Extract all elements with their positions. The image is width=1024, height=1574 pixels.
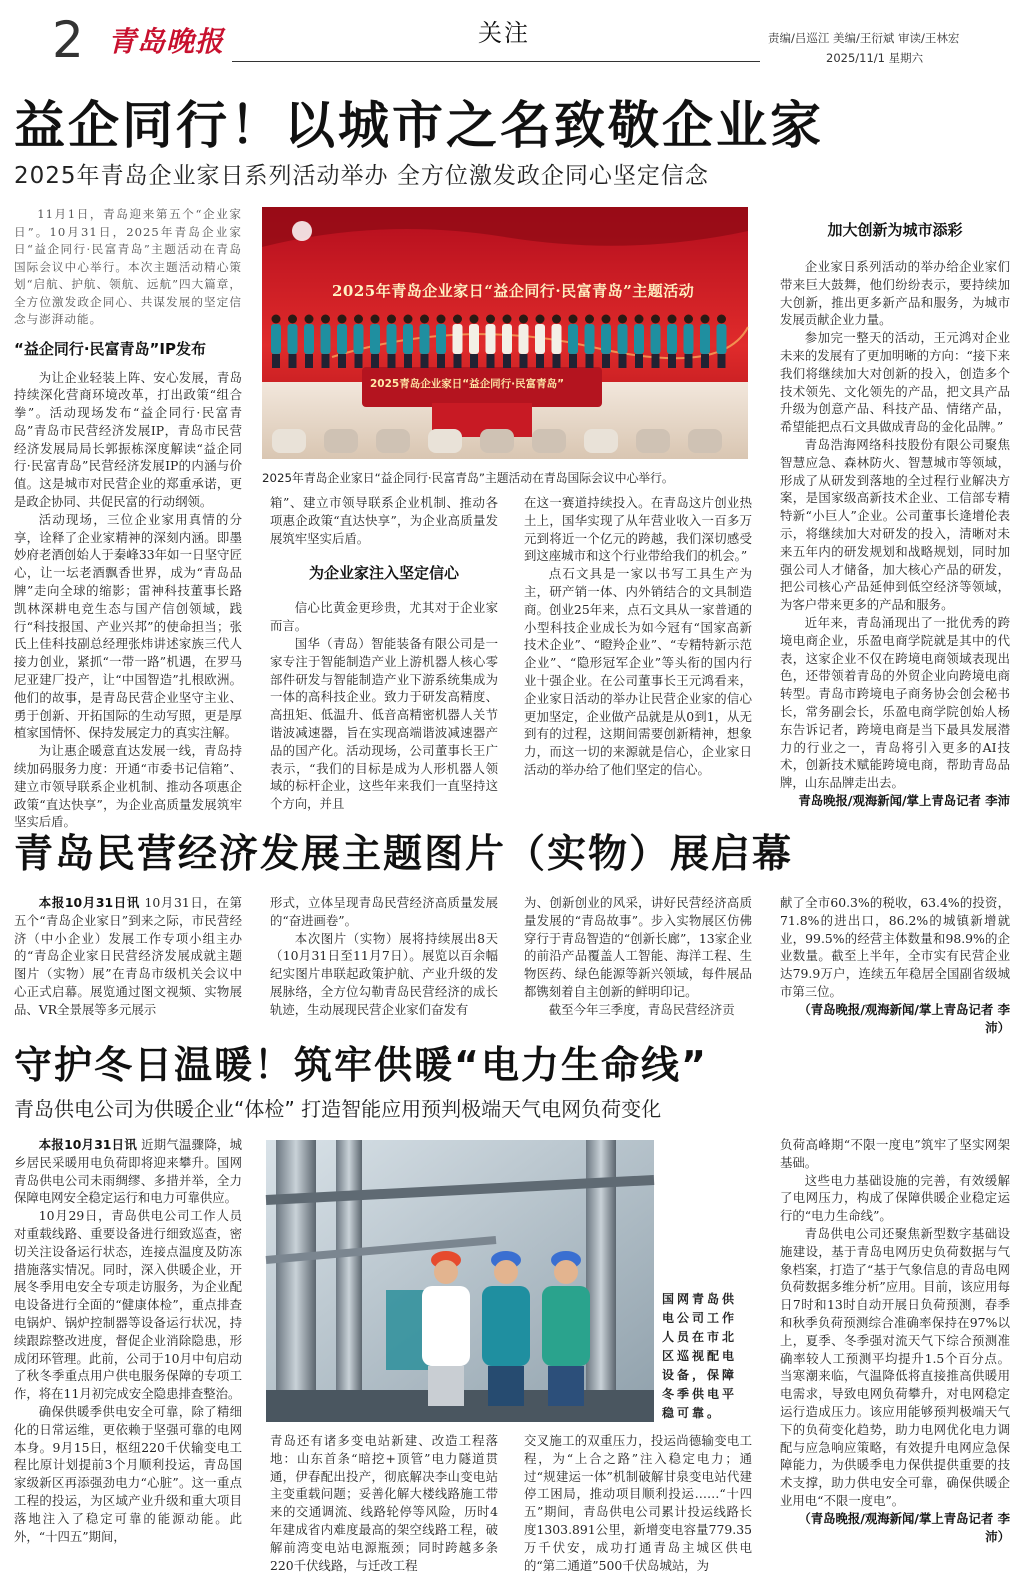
article1-paragraph: 参加完一整天的活动，王元鸿对企业未来的发展有了更加明晰的方向：“接下来我们将继续加大对创新的投入，创造多个技术领先、文化领先的产品，把文具产品升级为创意产品、科技产品、情绪产品，希望能把点石文具做成青岛的金化品牌。”	[780, 330, 1010, 435]
page-number: 2	[52, 11, 84, 69]
audience-chair	[480, 429, 514, 453]
power-photo	[266, 1140, 654, 1422]
power-photo-caption: 国网青岛供电公司工作人员在市北区巡视配电设备，保障冬季供电平稳可靠。	[662, 1292, 738, 1420]
audience-chair	[324, 429, 358, 453]
article2-column-2	[270, 894, 498, 1020]
article1-paragraph: 活动现场，三位企业家用真情的分享，诠释了企业家精神的深刻内涵。即墨妙府老酒创始人于秦峰33年如一日坚守匠心，让一坛老酒飘香世界，成为“青岛品牌”走向全球的缩影；雷神科技董事长路凯林深耕电竞生态与国产信创领域，践行“科技报国、产业兴邦”的使命担当；张氏上佳科技副总经理张炜讲述家族三代人接力创业，紧抓“一带一路”机遇，在罗马尼亚建厂投产，让“中国智造”扎根欧洲。他们的故事，是青岛民营企业坚守主业、勇于创新、开拓国际的生动写照，更是厚植家国情怀、保持发展定力的真实注解。	[14, 511, 242, 741]
article1-subhead-3: 加大创新为城市添彩	[827, 221, 963, 239]
credits: 责编/吕巡江 美编/王衍斌 审读/王林宏	[768, 31, 960, 45]
article2-column-1	[14, 894, 242, 1020]
masthead	[0, 0, 1024, 72]
article2-column-4	[780, 894, 1010, 1035]
article3-headline: 守护冬日温暖！筑牢供暖“电力生命线”	[14, 1043, 708, 1087]
article2-text: 献了全市60.3%的税收，63.4%的投资，71.8%的进出口，86.2%的城镇新增就业，99.5%的经营主体数量和98.9%的企业数量。截至上半年，全市实有民营企业达79.9万户，连续五年稳居全国副省级城市第三位。	[780, 895, 1010, 999]
article1-paragraph: 在这一赛道持续投入。在青岛这片创业热土上，国华实现了从年营业收入一百多万元到将近一个亿元的跨越，我们深切感受到这座城市和这个行业带给我们的机会。”	[524, 495, 752, 564]
article1-deck: 2025年青岛企业家日系列活动举办 全方位激发政企同心坚定信念	[14, 163, 709, 189]
article1-paragraph: 信心比黄金更珍贵，尤其对于企业家而言。	[270, 600, 498, 634]
article1-paragraph: 为让惠企暖意直达发展一线，青岛持续加码服务力度：开通“市委书记信箱”、建立市领导联系企业机制、推动各项惠企政策“直达快享”，为企业高质量发展筑牢坚实后盾。	[14, 743, 242, 830]
article3-dateline: 本报10月31日讯	[38, 1137, 137, 1152]
article1-subhead-2: 为企业家注入坚定信心	[308, 564, 459, 583]
article3-text: 青岛供电公司还聚焦新型数字基础设施建设，基于青岛电网历史负荷数据与气象档案，打造了“基于气象信息的青岛电网负荷数据多维分析”应用。目前，该应用每日7时和13时自动开展日负荷预测，春季和秋季负荷预测综合准确率保持在97%以上，夏季、冬季强对流天气下综合预测准确率较人工预测平均提升1.5个百分点。当寒潮来临，气温降低将直接推高供暖用电需求，导致电网负荷攀升，对电网稳定运行造成压力。该应用能够预判极端天气下的负荷变化趋势，助力电网优化电力调配与应急响应策略，有效提升电网应急保障能力，为供暖季电力保供提供重要的技术支撑，助力供电安全可靠，确保供暖企业用电“不限一度电”。	[780, 1225, 1010, 1508]
audience-chair	[584, 429, 618, 453]
article2-headline: 青岛民营经济发展主题图片（实物）展启幕	[14, 832, 794, 877]
article1-paragraph: 箱”、建立市领导联系企业机制、推动各项惠企政策“直达快享”，为企业高质量发展筑牢坚实后盾。	[270, 495, 498, 546]
article2-dateline: 本报10月31日讯	[38, 895, 140, 910]
paper-name: 青岛晚报	[108, 25, 225, 58]
article3-text: 确保供暖季供电安全可靠，除了精细化的日常运维，更依赖于坚强可靠的电网本身。9月15日，枢纽220千伏输变电工程比原计划提前3个月顺利投运，青岛国家级新区再添强劲电力“心脏”。这一重点工程的投运，为区域产业升级和重大项目落地注入了稳定可靠的能源动能。此外，“十四五”期间，	[14, 1403, 242, 1544]
article3-text: 近期气温骤降，城乡居民采暖用电负荷即将迎来攀升。国网青岛供电公司未雨绸缪、多措并举，全力保障电网安全稳定运行和电力可靠供应。	[14, 1137, 242, 1206]
article1-subhead-1: “益企同行·民富青岛”IP发布	[14, 339, 206, 358]
article3-byline: （青岛晚报/观海新闻/掌上青岛记者 李沛）	[798, 1510, 1010, 1544]
article3-column-1	[14, 1136, 242, 1572]
audience-chair	[688, 429, 722, 453]
article1-paragraph: 青岛浩海网络科技股份有限公司聚焦智慧应急、森林防火、智慧城市等领域，形成了从研发到落地的全过程行业解决方案，是国家级高新技术企业、工信部专精特新“小巨人”企业。公司董事长逄增伦表示，将继续加大对研发的投入，清晰对未来五年内的研发规划和战略规划，同时加强公司人才储备，加大核心产品的研发，把公司核心产品延伸到低空经济等领域，为客户带来更多的产品和服务。	[780, 436, 1010, 613]
article1-paragraph: 点石文具是一家以书写工具生产为主，研产销一体、内外销结合的文具制造商。创业25年来，点石文具从一家普通的小型科技企业成长为如今冠有“国家高新技术企业”、“瞪羚企业”、“专精特新示范企业”、“隐形冠军企业”等头衔的国内行业十强企业。在公司董事长王元鸿看来，企业家日活动的举办让民营企业家的信心更加坚定，企业做产品就是从0到1，从无到有的过程，这期间需要创新精神，想象力，而这一切的来源就是信心，企业家日活动的举办给了他们坚定的信心。	[524, 566, 752, 777]
article1-column-3	[524, 494, 752, 810]
article2-text: 本次图片（实物）展将持续展出8天（10月31日至11月7日）。展览以百余幅纪实图片串联起政策护航、产业升级的发展脉络，全方位勾勒青岛民营经济的成长轨迹，生动展现民营企业家们奋发有	[270, 930, 498, 1017]
masthead-rule	[232, 61, 760, 62]
article2-text: 形式，立体呈现青岛民营经济高质量发展的“奋进画卷”。	[270, 895, 498, 928]
audience-chair	[428, 429, 462, 453]
article1-headline: 益企同行！以城市之名致敬企业家	[14, 97, 825, 156]
article1-intro: 11月1日，青岛迎来第五个“企业家日”。10月31日，2025年青岛企业家日“益企同行·民富青岛”主题活动在青岛国际会议中心举行。本次主题活动精心策划“启航、护航、领航、远航”四大篇章，全方位激发政企同心、共谋发展的坚定信念与澎湃动能。	[14, 207, 242, 326]
article3-column-4	[780, 1136, 1010, 1572]
audience-chair	[636, 429, 670, 453]
article2-text: 10月31日，在第五个“青岛企业家日”到来之际，市民营经济（中小企业）发展工作专项小组主办的“青岛企业家日民营经济发展成就主题图片（实物）展”在青岛市级机关会议中心正式启幕。展览通过图文视频、实物展品、VR全景展等多元展示	[14, 895, 242, 1017]
article1-paragraph: 企业家日系列活动的举办给企业家们带来巨大鼓舞，他们纷纷表示，要持续加大创新，推出更多新产品和服务，为城市发展贡献企业力量。	[780, 259, 1010, 328]
article3-text: 10月29日，青岛供电公司工作人员对重载线路、重要设备进行细致巡查，密切关注设备运行状态，连接点温度及防冻措施落实情况。同时，深入供暖企业，开展冬季用电安全专项走访服务，为企业配电设备进行全面的“健康体检”，重点排查电锅炉、锅炉控制器等设备运行状况，持续跟踪整改进度，督促企业消除隐患，形成闭环管理。此前，公司于10月中旬启动了秋冬季重点用户供电服务保障的专项工作，将在11月初完成安全隐患排查整治。	[14, 1208, 242, 1402]
article3-column-3	[524, 1432, 752, 1572]
issue-date: 2025/11/1 星期六	[826, 51, 924, 65]
section-label: 关注	[478, 19, 530, 47]
article1-paragraph: 为让企业轻装上阵、安心发展，青岛持续深化营商环境改革，打出政策“组合拳”。活动现场发布“益企同行·民富青岛”青岛市民营经济发展IP，青岛市民营经济发展局局长郭振栋深度解读“益企同行·民富青岛”民营经济发展IP的内涵与价值。这是城市对民营企业的郑重承诺，更是政企协同、共促民富的行动纲领。	[14, 369, 242, 510]
article1-paragraph: 近年来，青岛涌现出了一批优秀的跨境电商企业，乐盈电商学院就是其中的代表，这家企业不仅在跨境电商领域表现出色，还带领着青岛的外贸企业向跨境电商转型。青岛市跨境电子商务协会创会秘书长，常务副会长，乐盈电商学院创始人杨东告诉记者，跨境电商是当下最具发展潜力的行业之一，青岛将引入更多的AI技术，创新技术赋能跨境电商，帮助青岛品牌，山东品牌走出去。	[780, 614, 1010, 791]
article1-column-4	[780, 216, 1010, 810]
audience-chair	[532, 429, 566, 453]
article1-column-2	[270, 494, 498, 810]
article2-byline: （青岛晚报/观海新闻/掌上青岛记者 李沛）	[798, 1001, 1010, 1035]
event-photo	[262, 207, 748, 459]
article2-text: 截至今年三季度，青岛民营经济贡	[548, 1001, 735, 1017]
article3-text: 青岛还有诸多变电站新建、改造工程落地：山东首条“暗挖+顶管”电力隧道贯通，伊春配出投产，彻底解决李山变电站主变重载问题；妥善化解大楼线路施工带来的交通调流、线路轮停等风险，历时4年建成省内难度最高的架空线路工程，破解前湾变电站电源瓶颈；同时跨越多条220千伏线路，与迁改工程	[270, 1433, 498, 1573]
article3-deck: 青岛供电公司为供暖企业“体检” 打造智能应用预判极端天气电网负荷变化	[14, 1097, 662, 1121]
article3-text: 负荷高峰期“不限一度电”筑牢了坚实网架基础。	[780, 1137, 1010, 1170]
audience-chair	[272, 429, 306, 453]
article1-column-1	[14, 206, 242, 830]
article2-text: 为、创新创业的风采，讲好民营经济高质量发展的“青岛故事”。步入实物展区仿佛穿行于青岛智造的“创新长廊”，13家企业的前沿产品覆盖人工智能、海洋工程、生物医药、绿色能源等新兴领域，每件展品都镌刻着自主创新的鲜明印记。	[524, 895, 752, 999]
stage-banner-text: 2025年青岛企业家日“益企同行·民富青岛”主题活动	[332, 282, 695, 300]
article2-column-3	[524, 894, 752, 1020]
lectern-text: 2025青岛企业家日“益企同行·民富青岛”	[370, 378, 565, 390]
article1-paragraph: 国华（青岛）智能装备有限公司是一家专注于智能制造产业上游机器人核心零部件研发与智能制造产业下游系统集成为一体的高科技企业。致力于研发高精度、高扭矩、低温升、低音高精密机器人关节谐波减速器，旨在实现高端谐波减速器产品的国产化。活动现场，公司董事长王广表示，“我们的目标是成为人形机器人领域的标杆企业，这些年来我们一直坚持这个方向，并且	[270, 635, 498, 812]
article3-column-2	[270, 1432, 498, 1572]
article3-text: 这些电力基础设施的完善，有效缓解了电网压力，构成了保障供暖企业稳定运行的“电力生命线”。	[780, 1172, 1010, 1224]
article3-text: 交叉施工的双重压力，投运尚德输变电工程，为“上合之路”注入稳定电力；通过“规建运一体”机制破解甘泉变电站代建停工困局，推动项目顺利投运……“十四五”期间，青岛供电公司累计投运线路长度1303.891公里，新增变电容量779.35万千伏安，成功打通青岛主城区供电的“第二通道”500千伏岛城站，为	[524, 1433, 752, 1573]
event-photo-caption: 2025年青岛企业家日“益企同行·民富青岛”主题活动在青岛国际会议中心举行。	[262, 471, 674, 485]
audience-chair	[376, 429, 410, 453]
article1-byline: 青岛晚报/观海新闻/掌上青岛记者 李沛	[798, 792, 1010, 808]
